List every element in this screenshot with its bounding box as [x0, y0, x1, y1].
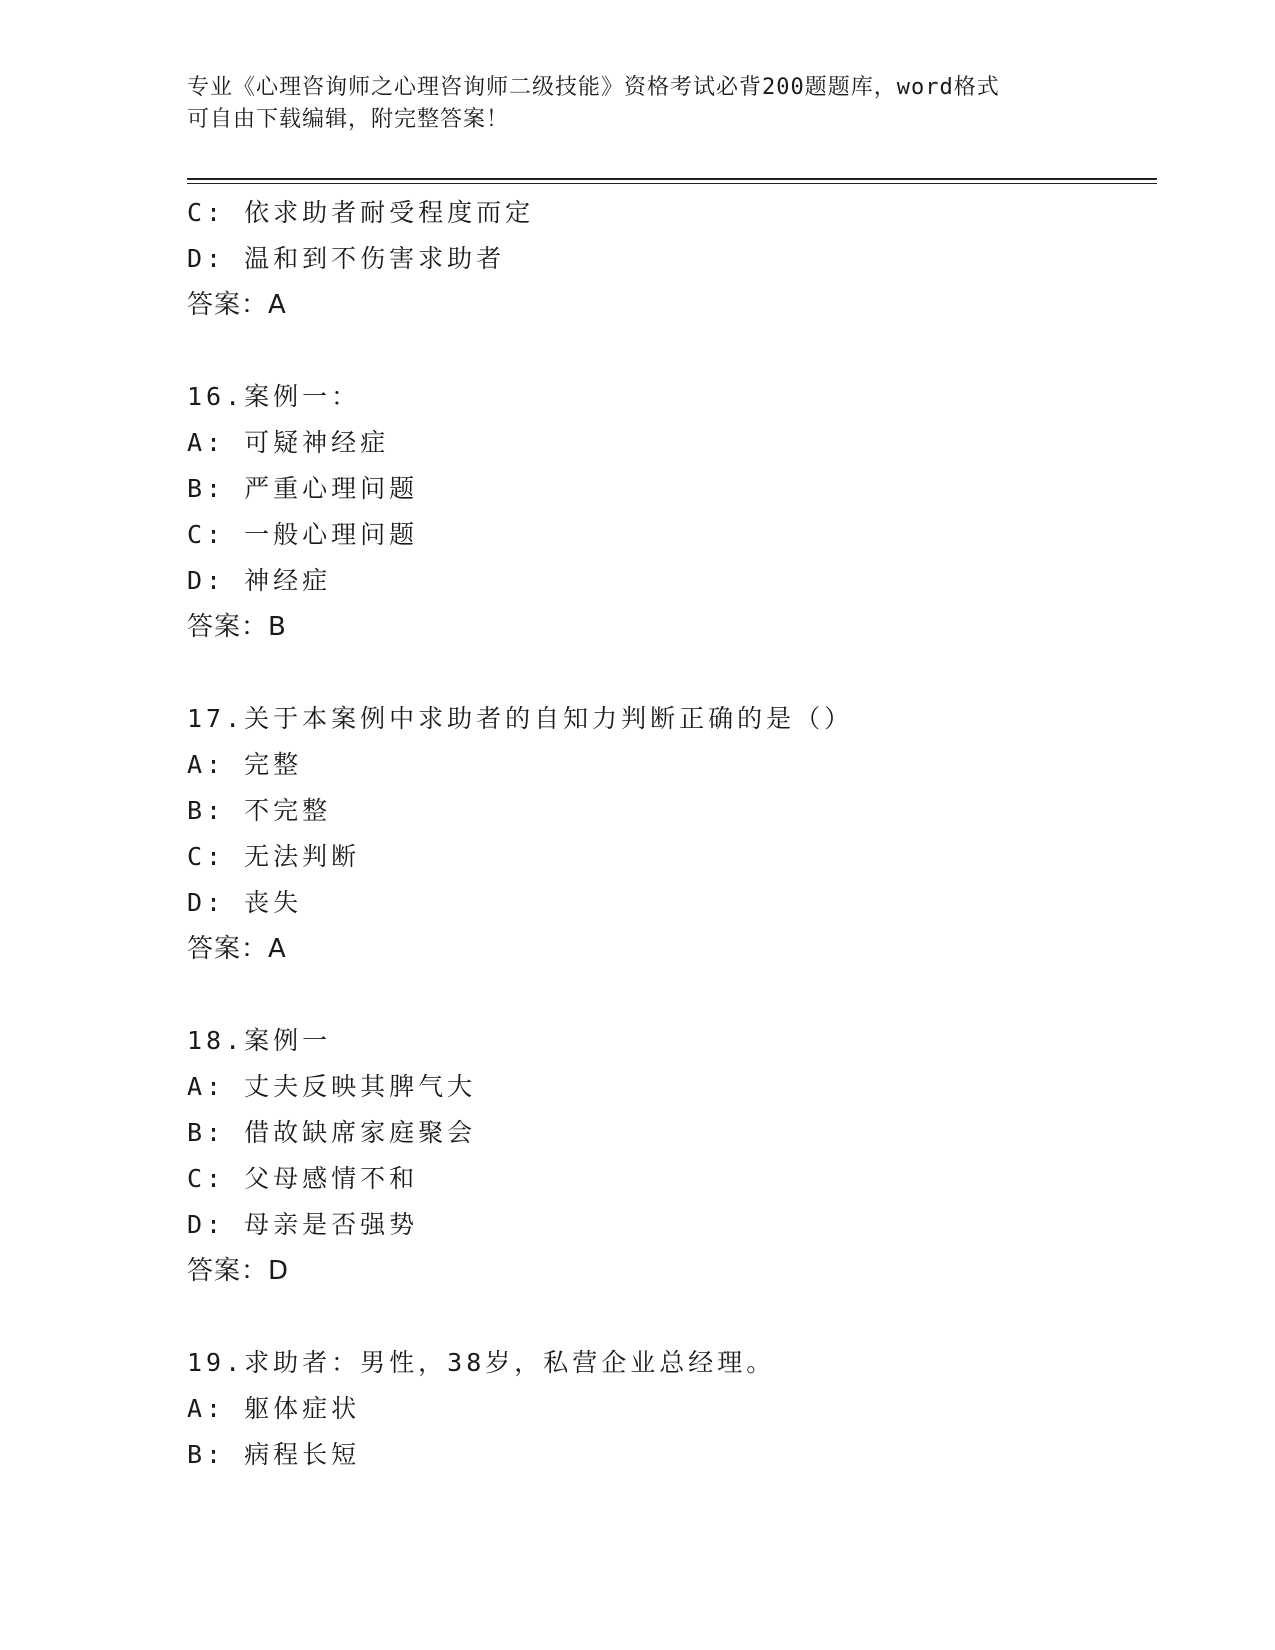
option-c: C: 无法判断 — [187, 842, 361, 871]
option-a: A: 完整 — [187, 750, 303, 779]
question-17 — [187, 696, 1157, 972]
option-d: D: 温和到不伤害求助者 — [187, 244, 506, 273]
option-c: C: 父母感情不和 — [187, 1164, 419, 1193]
option-a: A: 躯体症状 — [187, 1394, 361, 1423]
option-c: C: 一般心理问题 — [187, 520, 419, 549]
option-a: A: 丈夫反映其脾气大 — [187, 1072, 477, 1101]
document-header — [187, 72, 1067, 136]
question-list — [187, 190, 1157, 1478]
spacer — [187, 650, 1157, 696]
option-d: D: 母亲是否强势 — [187, 1210, 419, 1239]
option-b: B: 不完整 — [187, 796, 332, 825]
question-stem: 19.求助者：男性，38岁，私营企业总经理。 — [187, 1348, 776, 1377]
question-19 — [187, 1340, 1157, 1478]
header-divider-thin — [187, 183, 1157, 184]
answer: 答案：A — [187, 290, 287, 320]
question-16 — [187, 374, 1157, 650]
question-stem: 17.关于本案例中求助者的自知力判断正确的是（） — [187, 704, 854, 733]
answer: 答案：A — [187, 934, 287, 964]
spacer — [187, 328, 1157, 374]
answer: 答案：D — [187, 1256, 290, 1286]
option-b: B: 借故缺席家庭聚会 — [187, 1118, 477, 1147]
option-d: D: 神经症 — [187, 566, 332, 595]
option-d: D: 丧失 — [187, 888, 303, 917]
header-divider-thick — [187, 178, 1157, 180]
option-b: B: 严重心理问题 — [187, 474, 419, 503]
question-18 — [187, 1018, 1157, 1294]
option-b: B: 病程长短 — [187, 1440, 361, 1469]
question-stem: 18.案例一 — [187, 1026, 332, 1055]
header-line-2: 可自由下载编辑，附完整答案！ — [187, 107, 510, 132]
question-stem: 16.案例一： — [187, 382, 361, 411]
spacer — [187, 1294, 1157, 1340]
question-continued — [187, 190, 1157, 328]
spacer — [187, 972, 1157, 1018]
option-a: A: 可疑神经症 — [187, 428, 390, 457]
header-line-1: 专业《心理咨询师之心理咨询师二级技能》资格考试必背200题题库，word格式 — [187, 75, 1000, 100]
answer: 答案：B — [187, 612, 287, 642]
option-c: C: 依求助者耐受程度而定 — [187, 198, 535, 227]
